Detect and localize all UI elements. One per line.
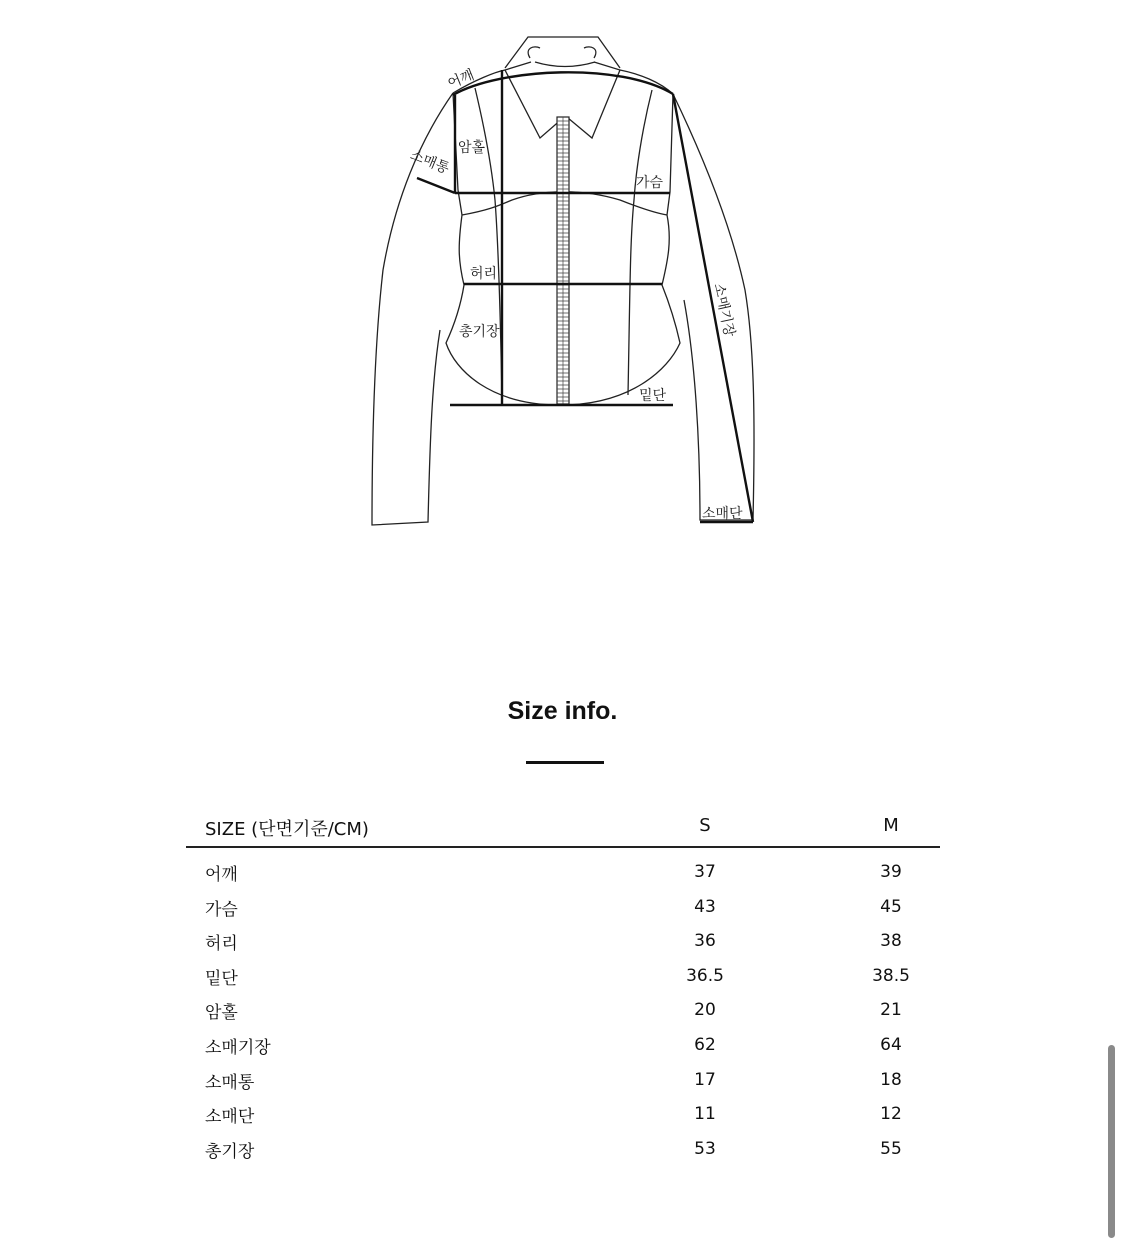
row-value-m: 64 [880,1034,902,1055]
row-value-m: 55 [880,1138,902,1159]
table-row [186,1125,940,1160]
row-value-m: 38 [880,931,902,952]
table-header [186,810,940,848]
row-label: 허리 [205,934,238,955]
row-value-s: 37 [694,862,716,882]
row-label: 총기장 [205,1141,255,1162]
table-row [186,1090,940,1128]
row-value-s: 36.5 [686,965,724,986]
row-value-s: 36 [694,931,716,952]
label-chest: 가슴 [636,175,664,191]
vertical-scrollbar-thumb[interactable] [1108,1045,1115,1238]
table-row [186,952,940,987]
row-value-m: 12 [880,1104,902,1125]
row-value-m: 38.5 [872,965,910,986]
table-row [186,1021,940,1056]
label-sleeve-length: 소매기장 [710,281,738,339]
row-value-s: 20 [694,1000,716,1021]
label-waist: 허리 [470,266,498,282]
row-value-s: 43 [694,896,716,917]
label-shoulder: 어깨 [445,66,477,92]
zipper [557,117,569,404]
label-sleeve-hem: 소매단 [702,506,743,522]
table-row [186,848,940,883]
title-underline [526,761,604,764]
row-value-m: 18 [880,1069,902,1090]
table-row [186,883,940,918]
garment-size-diagram [0,0,1125,560]
size-table [186,810,940,1162]
section-title: Size info. [507,697,618,725]
label-armhole: 암홀 [458,140,486,156]
table-row [186,917,940,955]
header-size-m: M [883,815,899,836]
row-label: 소매단 [205,1107,255,1128]
row-value-s: 62 [694,1034,716,1055]
header-size-s: S [699,815,711,836]
row-value-m: 21 [880,1000,902,1021]
table-row [186,1056,940,1091]
row-value-s: 11 [694,1104,716,1125]
table-row [186,986,940,1024]
label-hem: 밑단 [639,388,667,404]
measurement-lines [417,70,753,522]
row-label: 소매기장 [205,1037,271,1058]
row-label: 소매통 [205,1072,255,1093]
sleeve-width-line [417,178,455,193]
row-label: 어깨 [205,865,238,885]
jacket-illustration [0,0,1125,560]
label-total-length: 총기장 [459,324,500,340]
row-label: 가슴 [205,899,238,920]
row-value-m: 45 [880,896,902,917]
header-size-label: SIZE (단면기준/CM) [205,819,369,840]
row-value-m: 39 [880,862,902,882]
row-value-s: 17 [694,1069,716,1090]
row-label: 밑단 [205,968,238,989]
row-value-s: 53 [694,1138,716,1159]
label-sleeve-width: 소매통 [407,147,452,178]
row-label: 암홀 [205,1003,238,1024]
